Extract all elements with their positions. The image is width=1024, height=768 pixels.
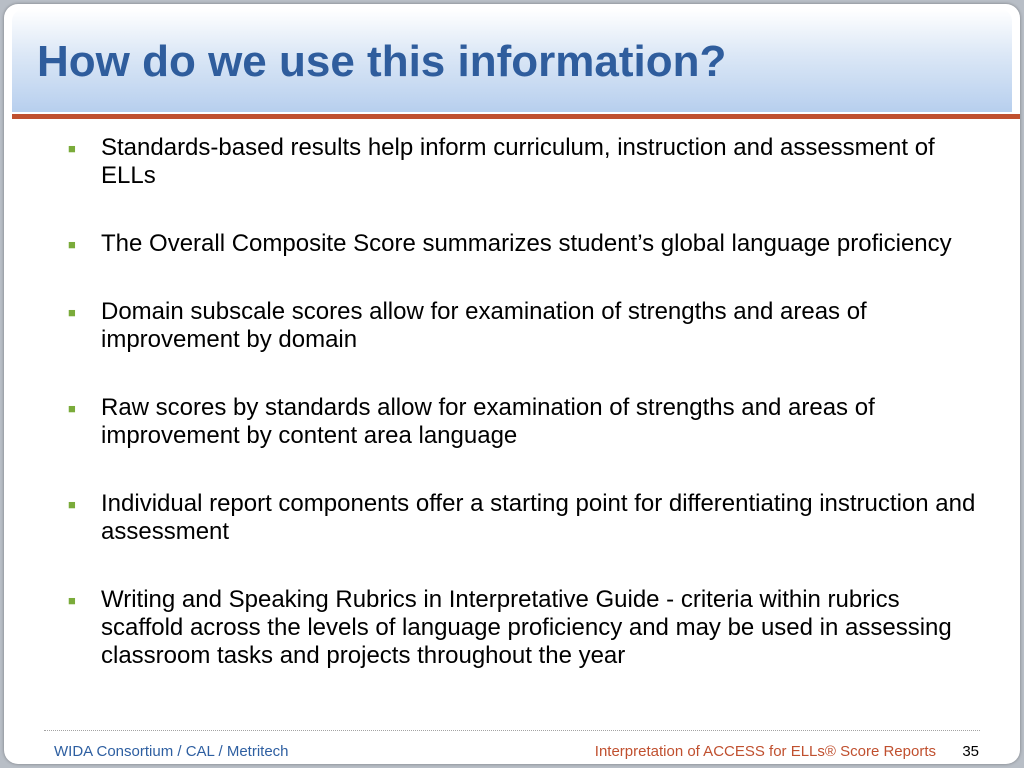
square-bullet-icon: ■ xyxy=(68,401,76,416)
bullet-list xyxy=(68,134,988,710)
slide-title: How do we use this information? xyxy=(37,37,727,86)
square-bullet-icon: ■ xyxy=(68,141,76,156)
bullet-text: The Overall Composite Score summarizes student’s global language proficiency xyxy=(101,230,952,257)
square-bullet-icon: ■ xyxy=(68,305,76,320)
bullet-item xyxy=(68,298,988,354)
title-band xyxy=(12,9,1012,112)
bullet-item xyxy=(68,394,988,450)
bullet-text: Raw scores by standards allow for examination of strengths and areas of improvement by content area language xyxy=(101,394,875,449)
bullet-text: Writing and Speaking Rubrics in Interpretative Guide - criteria within rubrics scaffold across the levels of language proficiency and may be used in assessing classroom tasks and projects throughout the year xyxy=(101,586,952,669)
bullet-text: Standards-based results help inform curriculum, instruction and assessment of ELLs xyxy=(101,134,935,189)
slide xyxy=(4,4,1020,764)
bullet-text: Individual report components offer a starting point for differentiating instruction and assessment xyxy=(101,490,976,545)
page-number: 35 xyxy=(962,743,979,760)
footer-organization: WIDA Consortium / CAL / Metritech xyxy=(54,743,289,760)
square-bullet-icon: ■ xyxy=(68,237,76,252)
footer-presentation-title: Interpretation of ACCESS for ELLs® Score Reports xyxy=(594,743,936,760)
bullet-item xyxy=(68,586,988,670)
bullet-item xyxy=(68,134,988,190)
bullet-item xyxy=(68,230,988,258)
bullet-text: Domain subscale scores allow for examination of strengths and areas of improvement by domain xyxy=(101,298,867,353)
title-divider xyxy=(12,114,1020,119)
bullet-item xyxy=(68,490,988,546)
square-bullet-icon: ■ xyxy=(68,497,76,512)
square-bullet-icon: ■ xyxy=(68,593,76,608)
footer-divider xyxy=(44,730,980,731)
